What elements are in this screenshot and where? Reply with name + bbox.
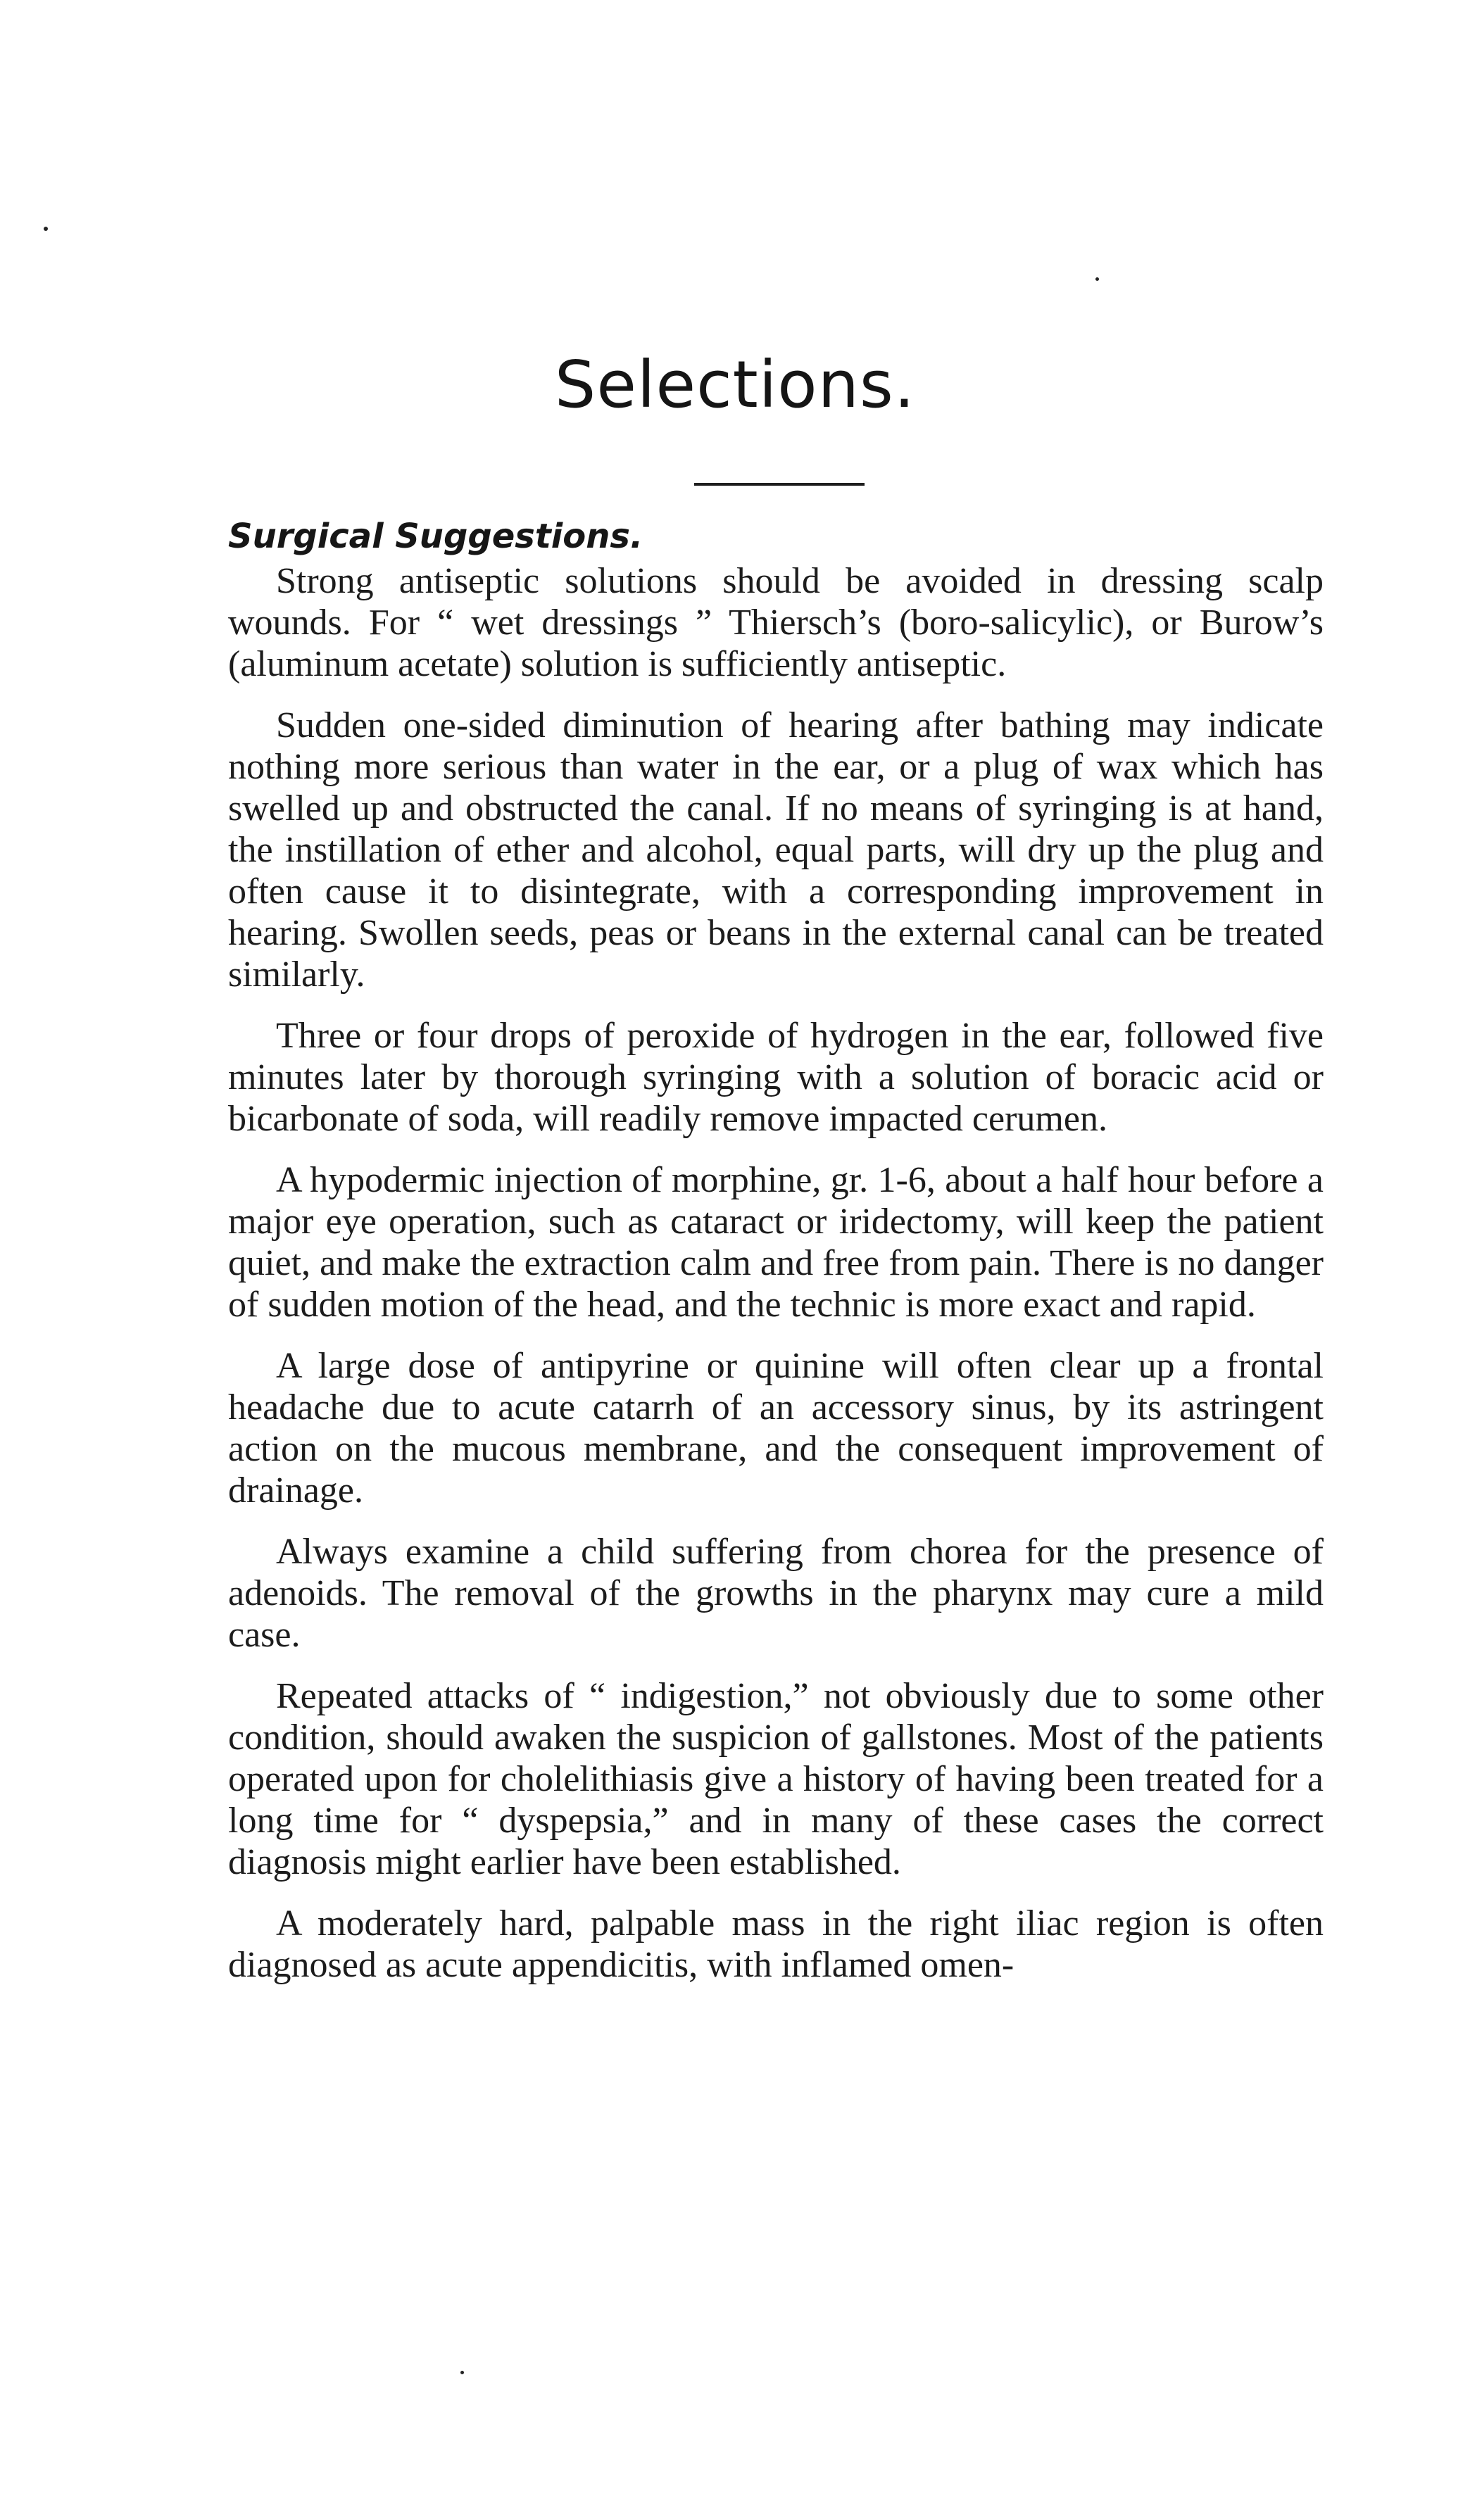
paragraph-iliac-mass: A moderately hard, palpable mass in the right iliac region is often diagnosed as acute appendicitis, with inflamed omen-: [228, 1903, 1324, 1985]
title-divider-rule: [694, 483, 865, 486]
paragraph-morphine-injection: A hypodermic injection of morphine, gr. 1-6, about a half hour before a major eye operation, such as cataract or iridectomy, will keep the patient quiet, and make the extraction calm and free from pain. There is no danger of sudden motion of the head, and the technic is more exact and rapid.: [228, 1160, 1324, 1325]
paragraph-chorea-adenoids: Always examine a child suffering from chorea for the presence of adenoids. The removal of the growths in the pharynx may cure a mild case.: [228, 1532, 1324, 1655]
paragraph-antipyrine-quinine: A large dose of antipyrine or quinine will often clear up a frontal headache due to acute catarrh of an accessory sinus, by its astringent action on the mucous membrane, and the consequent improvement of drainage.: [228, 1346, 1324, 1511]
page-title: Selections.: [554, 347, 916, 422]
paragraph-hearing-diminution: Sudden one-sided diminution of hearing after bathing may indicate nothing more serious than water in the ear, or a plug of wax which has swelled up and obstructed the canal. If no means of syringing is at hand, the instillation of ether and alcohol, equal parts, will dry up the plug and often cause it to disintegrate, with a corresponding improvement in hearing. Swollen seeds, peas or beans in the external canal can be treated similarly.: [228, 705, 1324, 995]
section-heading: Surgical Suggestions.: [228, 517, 643, 556]
paragraph-indigestion-gallstones: Repeated attacks of “ indigestion,” not obviously due to some other condition, should awaken the suspicion of gallstones. Most of the patients operated upon for cholelithiasis give a history of having been treated for a long time for “ dyspepsia,” and in many of these cases the correct diagnosis might earlier have been established.: [228, 1676, 1324, 1882]
print-speck: [460, 2371, 464, 2374]
paragraph-peroxide-hydrogen: Three or four drops of peroxide of hydrogen in the ear, followed five minutes later by thorough syringing with a solution of boracic acid or bicarbonate of soda, will readily remove impacted cerumen.: [228, 1016, 1324, 1139]
paragraph-antiseptic-solutions: Strong antiseptic solutions should be avoided in dressing scalp wounds. For “ wet dressings ” Thiersch’s (boro-salicylic), or Burow’s (aluminum acetate) solution is sufficiently antiseptic.: [228, 561, 1324, 684]
print-speck: [1095, 277, 1099, 281]
body-text: [228, 560, 1324, 2005]
print-speck: [44, 227, 48, 231]
